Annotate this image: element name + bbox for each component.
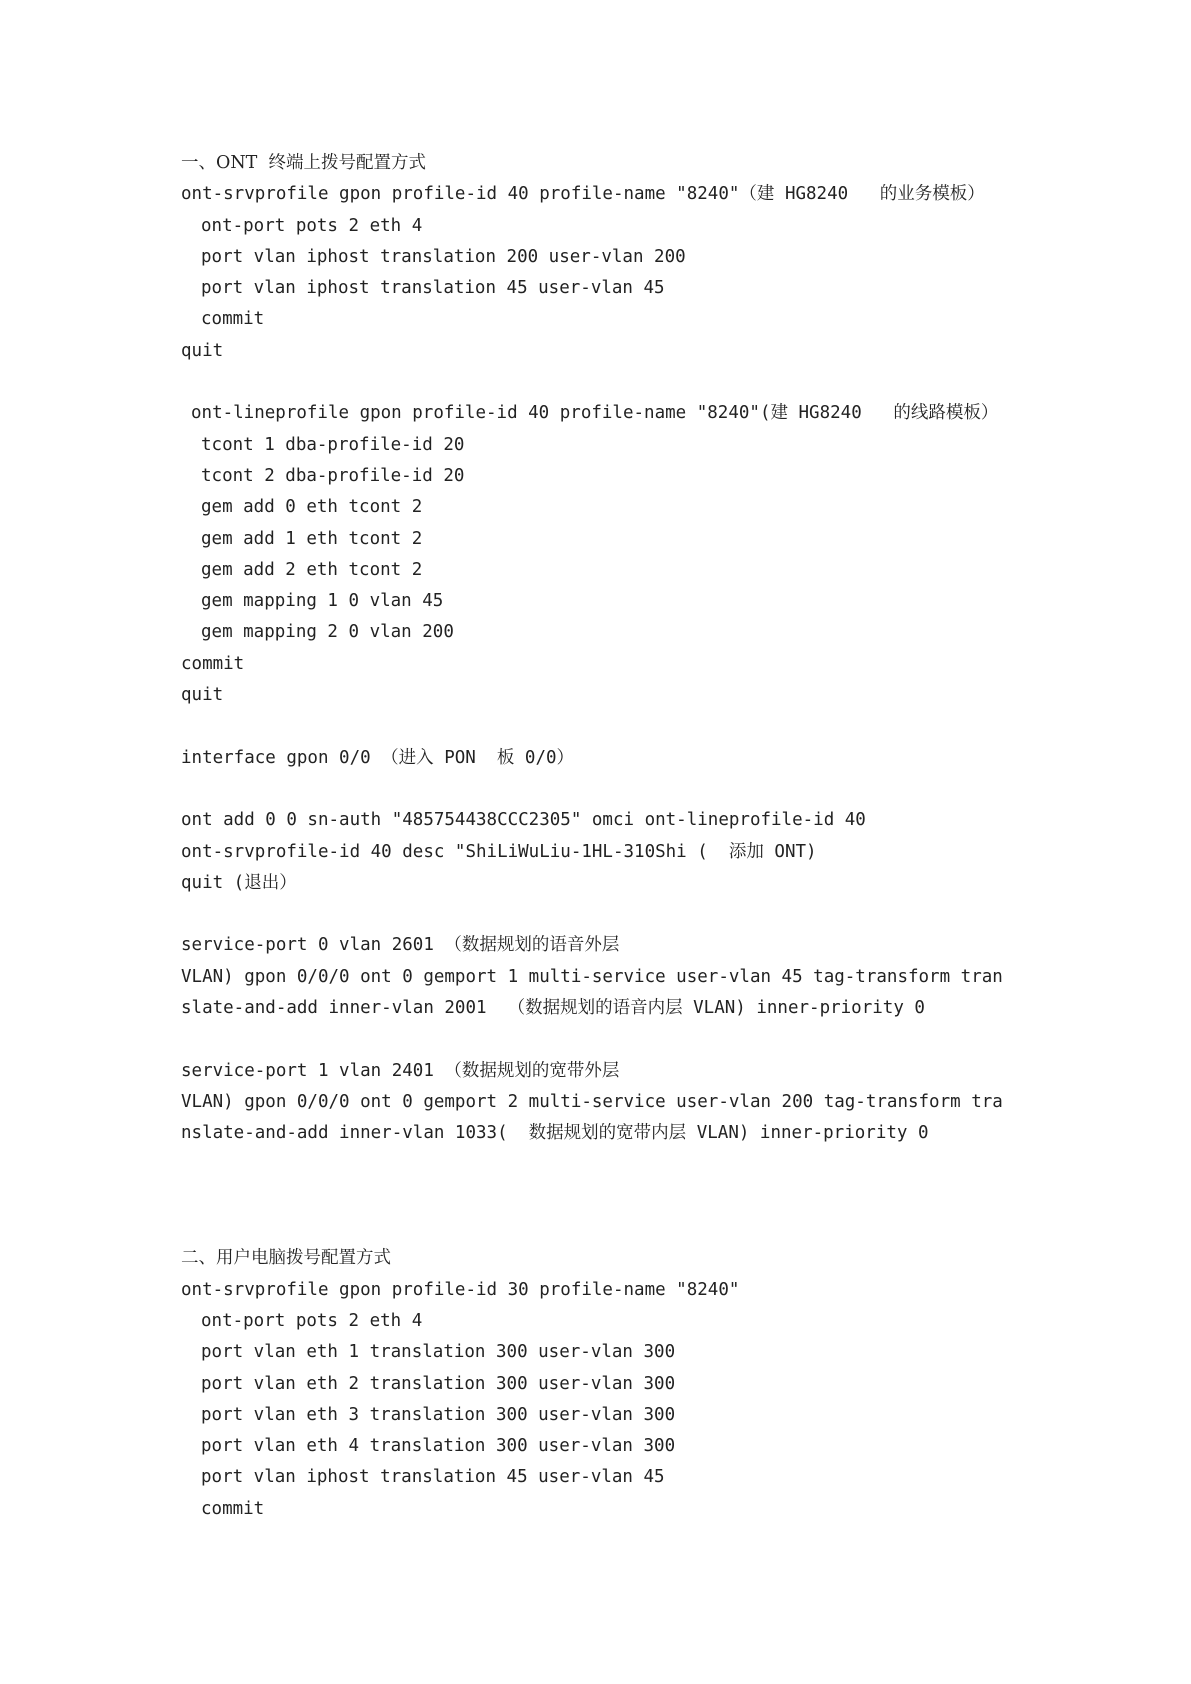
ont-add-line: ont-srvprofile-id 40 desc "ShiLiWuLiu-1HL-310Shi ( 添加 ONT) [181,841,817,862]
config-line: port vlan iphost translation 45 user-vlan 45 [201,278,665,299]
srvprofile-command: ont-srvprofile gpon profile-id 30 profile-name "8240" [181,1279,740,1300]
config-line: port vlan eth 3 translation 300 user-vlan 300 [201,1404,676,1425]
ont-add-line: ont add 0 0 sn-auth "485754438CCC2305" omci ont-lineprofile-id 40 [181,810,866,831]
blank-line [181,367,1001,398]
config-line: port vlan eth 4 translation 300 user-vlan 300 [201,1436,676,1457]
interface-command: interface gpon 0/0 （进入 PON 板 0/0） [181,747,575,768]
config-line: gem mapping 2 0 vlan 200 [201,622,454,643]
config-line: gem add 0 eth tcont 2 [201,497,423,518]
blank-line [181,1150,1001,1181]
commit-line: commit [181,653,245,674]
blank-line [181,1181,1001,1212]
document-page [181,148,1001,1525]
section2-heading: 二、用户电脑拨号配置方式 [181,1248,391,1269]
service-port-line: nslate-and-add inner-vlan 1033( 数据规划的宽带内层 VLAN) inner-priority 0 [181,1123,929,1144]
blank-line [181,899,1001,930]
blank-line [181,1212,1001,1243]
config-line: port vlan iphost translation 200 user-vlan 200 [201,246,686,267]
service-port-line: VLAN) gpon 0/0/0 ont 0 gemport 1 multi-service user-vlan 45 tag-transform tran [181,966,1003,987]
service-port-line: service-port 0 vlan 2601 （数据规划的语音外层 [181,935,620,956]
srvprofile-command: ont-srvprofile gpon profile-id 40 profile-name "8240"（建 HG8240 的业务模板） [181,184,985,205]
service-port-line: VLAN) gpon 0/0/0 ont 0 gemport 2 multi-service user-vlan 200 tag-transform tra [181,1091,1003,1112]
config-line: gem mapping 1 0 vlan 45 [201,591,444,612]
config-line: commit [201,309,265,330]
config-line: tcont 2 dba-profile-id 20 [201,465,465,486]
section1-heading: 一、ONT 终端上拨号配置方式 [181,153,426,173]
blank-line [181,1024,1001,1055]
quit-line: quit [181,685,224,706]
config-line: port vlan eth 2 translation 300 user-vlan 300 [201,1373,676,1394]
lineprofile-command: ont-lineprofile gpon profile-id 40 profile-name "8240"(建 HG8240 的线路模板） [191,403,999,424]
quit-line: quit [181,340,224,361]
config-line: tcont 1 dba-profile-id 20 [201,434,465,455]
config-line: ont-port pots 2 eth 4 [201,1310,423,1331]
blank-line [181,774,1001,805]
service-port-line: service-port 1 vlan 2401 （数据规划的宽带外层 [181,1060,620,1081]
config-line: gem add 2 eth tcont 2 [201,559,423,580]
config-line: commit [201,1498,265,1519]
config-line: gem add 1 eth tcont 2 [201,528,423,549]
config-line: port vlan eth 1 translation 300 user-vlan 300 [201,1342,676,1363]
ont-add-line: quit (退出） [181,872,297,893]
blank-line [181,711,1001,742]
service-port-line: slate-and-add inner-vlan 2001 （数据规划的语音内层 VLAN) inner-priority 0 [181,998,925,1019]
config-line: ont-port pots 2 eth 4 [201,215,423,236]
config-line: port vlan iphost translation 45 user-vlan 45 [201,1467,665,1488]
